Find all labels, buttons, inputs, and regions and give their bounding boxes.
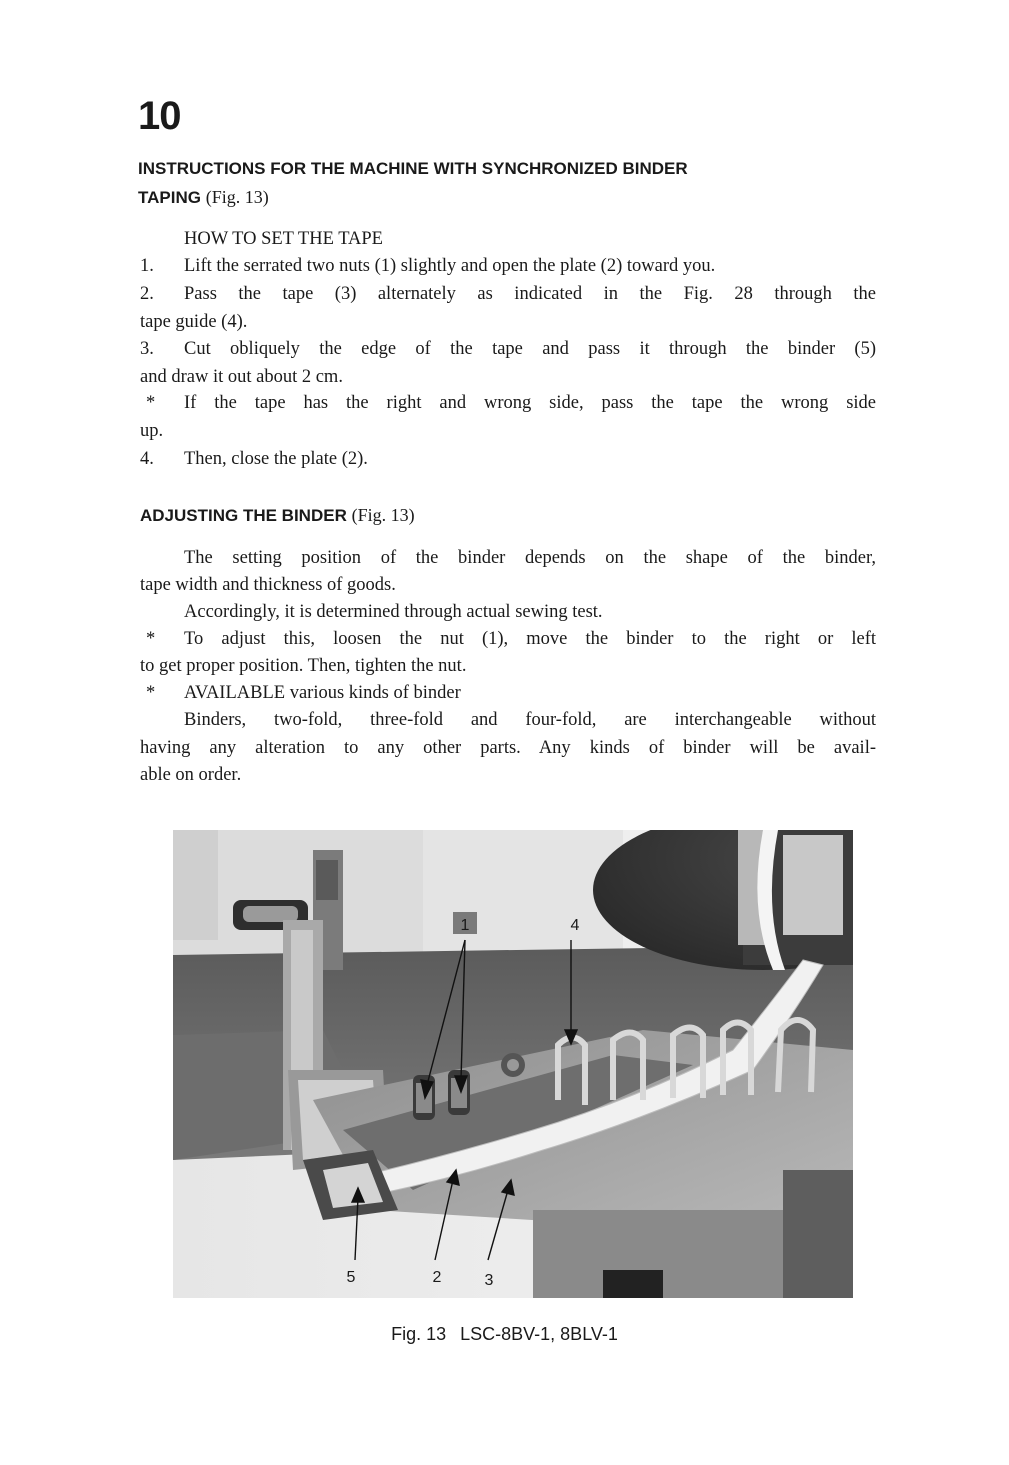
how-to-set-title: HOW TO SET THE TAPE [184,229,383,249]
callout-5: 5 [346,1269,356,1286]
paragraph-text: able on order. [140,765,242,785]
step-text: Then, close the plate (2). [184,449,368,469]
callout-2: 2 [432,1269,442,1286]
paragraph-line [140,309,876,335]
paragraph-text: having any alteration to any other parts. Any kinds of binder will be avail- [140,738,876,758]
paragraph-line [140,680,876,706]
paragraph-line [140,626,876,652]
paragraph-line [140,572,876,598]
step-text: If the tape has the right and wrong side, pass the tape the wrong side [184,393,876,413]
paragraph-line [140,707,876,733]
paragraph-text: Binders, two-fold, three-fold and four-fold, are interchangeable without [184,710,876,730]
paragraph-text: Accordingly, it is determined through actual sewing test. [184,602,603,622]
figure-caption [0,1324,1009,1345]
binder-illustration [173,830,853,1298]
heading-subtitle-row [138,183,878,212]
paragraph-text: To adjust this, loosen the nut (1), move the binder to the right or left [184,629,876,649]
paragraph-line [140,418,876,444]
page-number: 10 [138,94,181,138]
note-marker: * [146,393,156,413]
note-marker: * [146,629,156,649]
adjusting-heading [140,502,415,529]
paragraph-line [140,446,876,472]
paragraph-line [140,653,876,679]
adjusting-fig-ref: (Fig. 13) [351,505,415,525]
paragraph-line [140,545,876,571]
caption-model: LSC-8BV-1, 8BLV-1 [460,1324,618,1344]
callout-4: 4 [570,917,580,934]
step-marker: 3. [140,339,154,359]
step-text: and draw it out about 2 cm. [140,367,343,387]
paragraph-line [140,390,876,416]
paragraph-line [140,364,876,390]
step-text: Cut obliquely the edge of the tape and pass it through the binder (5) [184,339,876,359]
paragraph-text: tape width and thickness of goods. [140,575,396,595]
paragraph-line [140,735,876,761]
paragraph-line [140,599,876,625]
paragraph-text: to get proper position. Then, tighten the nut. [140,656,467,676]
step-text: Pass the tape (3) alternately as indicated in the Fig. 28 through the [184,284,876,304]
step-text: Lift the serrated two nuts (1) slightly and open the plate (2) toward you. [184,256,716,276]
note-marker: * [146,683,156,703]
binder-photo [173,830,853,1298]
heading-fig-ref: (Fig. 13) [205,187,269,207]
paragraph-text: AVAILABLE various kinds of binder [184,683,461,703]
adjusting-title: ADJUSTING THE BINDER [140,506,347,525]
callout-1: 1 [460,917,470,934]
paragraph-line [140,336,876,362]
callout-3: 3 [484,1272,494,1289]
step-marker: 1. [140,256,154,276]
step-marker: 4. [140,449,154,469]
how-to-set-title-row [140,226,876,252]
caption-label: Fig. 13 [391,1324,447,1344]
step-text: tape guide (4). [140,312,248,332]
paragraph-line [140,762,876,788]
heading-title: INSTRUCTIONS FOR THE MACHINE WITH SYNCHRONIZED BINDER [138,159,688,178]
step-marker: 2. [140,284,154,304]
step-text: up. [140,421,164,441]
section-heading [138,154,878,212]
paragraph-line [140,253,876,279]
paragraph-line [140,281,876,307]
paragraph-text: The setting position of the binder depends on the shape of the binder, [184,548,876,568]
heading-subtitle: TAPING [138,188,201,207]
